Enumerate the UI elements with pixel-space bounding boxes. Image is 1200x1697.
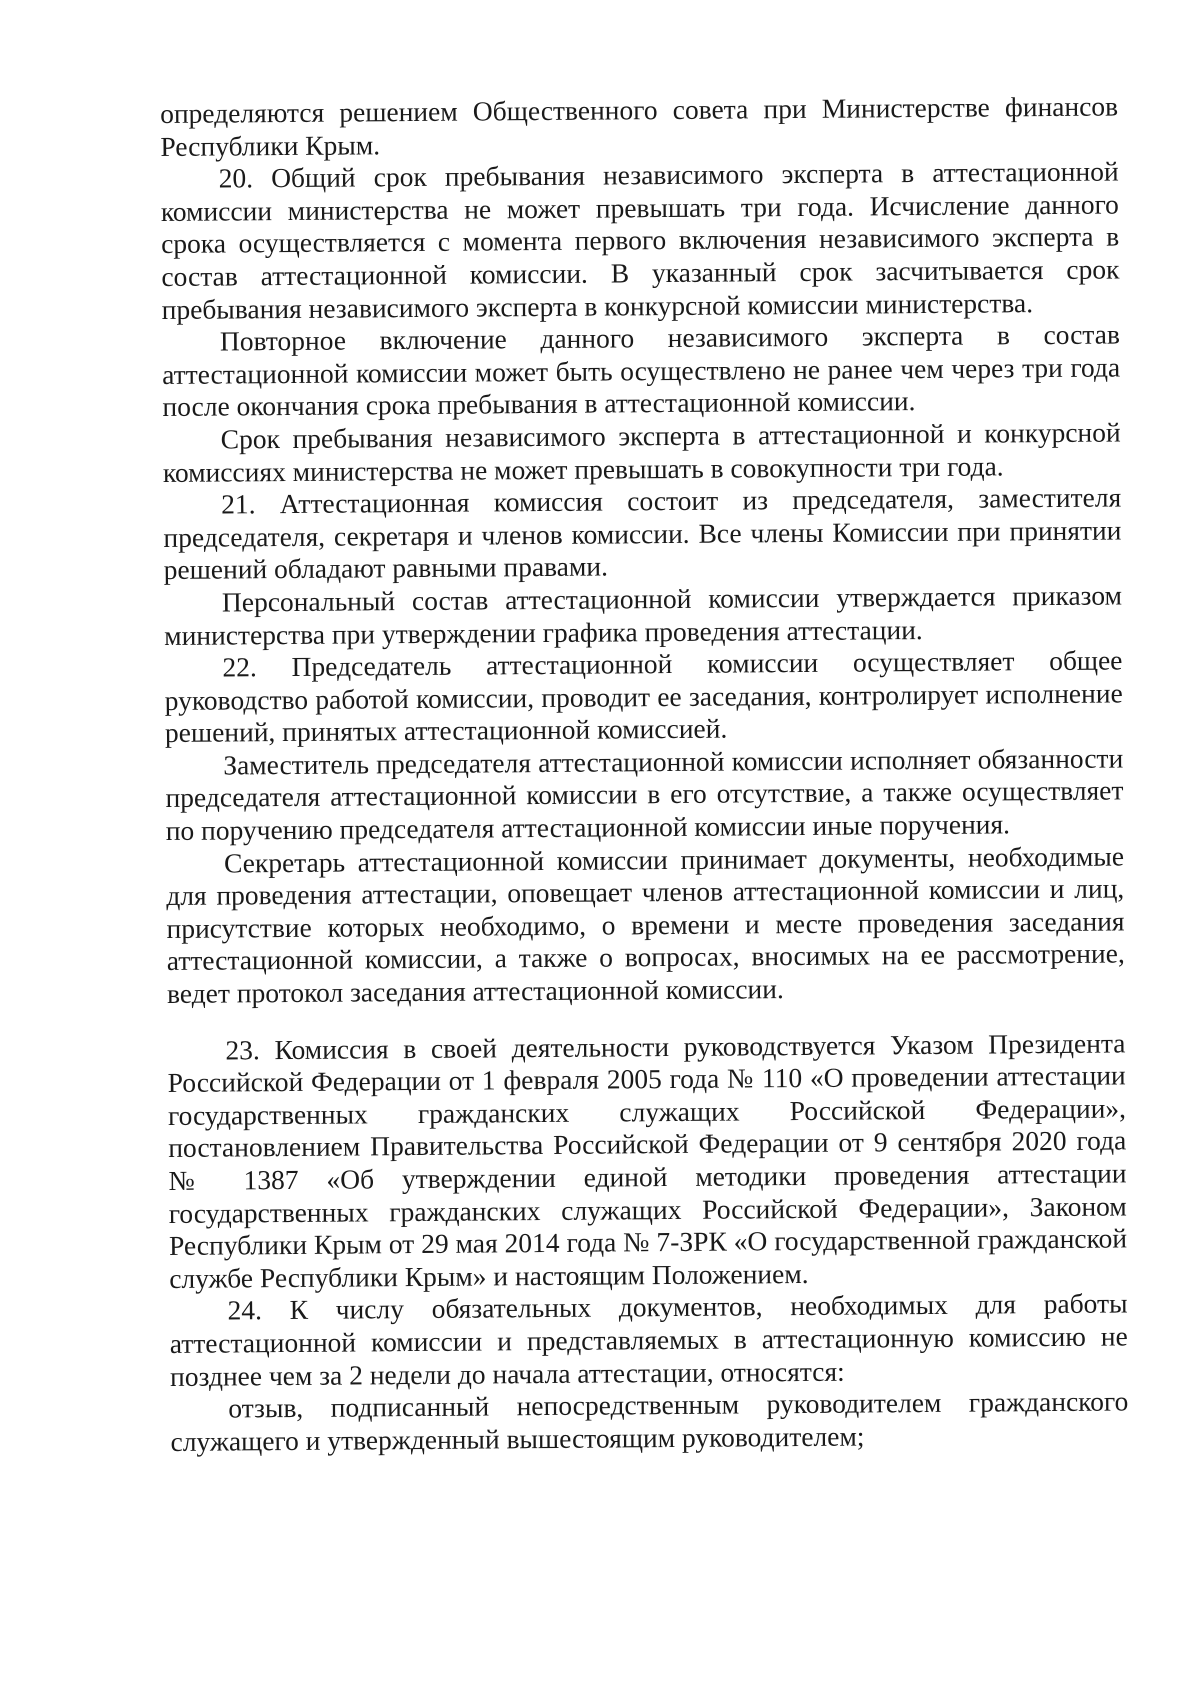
paragraph-personal-composition: Персональный состав аттестационной комиссии утверждается приказом министерства при утверждении графика проведения аттестации. bbox=[164, 579, 1123, 651]
paragraph-item-21: 21. Аттестационная комиссия состоит из председателя, заместителя председателя, секретаря и членов комиссии. Все члены Комиссии при принятии решений обладают равными правами. bbox=[163, 481, 1122, 586]
paragraph-deputy-chairman: Заместитель председателя аттестационной комиссии исполняет обязанности председателя аттестационной комиссии в его отсутствие, а также осуществляет по поручению председателя аттестационной комиссии иные поручения. bbox=[165, 742, 1124, 847]
paragraph-reinclusion: Повторное включение данного независимого эксперта в состав аттестационной комиссии может быть осуществлено не ранее чем через три года после окончания срока пребывания в аттестационной комиссии. bbox=[162, 318, 1121, 423]
paragraph-item-20: 20. Общий срок пребывания независимого эксперта в аттестационной комиссии министерства не может превышать три года. Исчисление данного срока осуществляется с момента первого включения независимого эксперта в состав аттестационной комиссии. В указанный срок засчитывается срок пребывания независимого эксперта в конкурсной комиссии министерства. bbox=[160, 155, 1120, 325]
paragraph-item-22: 22. Председатель аттестационной комиссии осуществляет общее руководство работой комиссии, проводит ее заседания, контролирует исполнение решений, принятых аттестационной комиссией. bbox=[164, 644, 1123, 749]
paragraph-total-term: Срок пребывания независимого эксперта в аттестационной и конкурсной комиссиях министерства не может превышать в совокупности три года. bbox=[162, 416, 1121, 488]
document-page bbox=[160, 90, 1129, 1458]
paragraph-secretary: Секретарь аттестационной комиссии принимает документы, необходимые для проведения аттестации, оповещает членов аттестационной комиссии и лиц, присутствие которых необходимо, о времени и месте проведения заседания аттестационной комиссии, а также о вопросах, вносимых на ее рассмотрение, ведет протокол заседания аттестационной комиссии. bbox=[166, 840, 1125, 1010]
paragraph-item-24: 24. К числу обязательных документов, необходимых для работы аттестационной комиссии и представляемых в аттестационную комиссию не позднее чем за 2 недели до начала аттестации, относятся: bbox=[169, 1287, 1128, 1392]
paragraph-continuation: определяются решением Общественного совета при Министерстве финансов Республики Крым. bbox=[160, 90, 1119, 162]
paragraph-review: отзыв, подписанный непосредственным руководителем гражданского служащего и утвержденный вышестоящим руководителем; bbox=[170, 1385, 1129, 1457]
paragraph-item-23: 23. Комиссия в своей деятельности руководствуется Указом Президента Российской Федерации от 1 февраля 2005 года № 110 «О проведении аттестации государственных гражданских служащих Российской Федерации», постановлением Правительства Российской Федерации от 9 сентября 2020 года № 1387 «Об утверждении единой методики проведения аттестации государственных гражданских служащих Российской Федерации», Законом Республики Крым от 29 мая 2014 года № 7-ЗРК «О государственной гражданской службе Республики Крым» и настоящим Положением. bbox=[167, 1027, 1128, 1294]
